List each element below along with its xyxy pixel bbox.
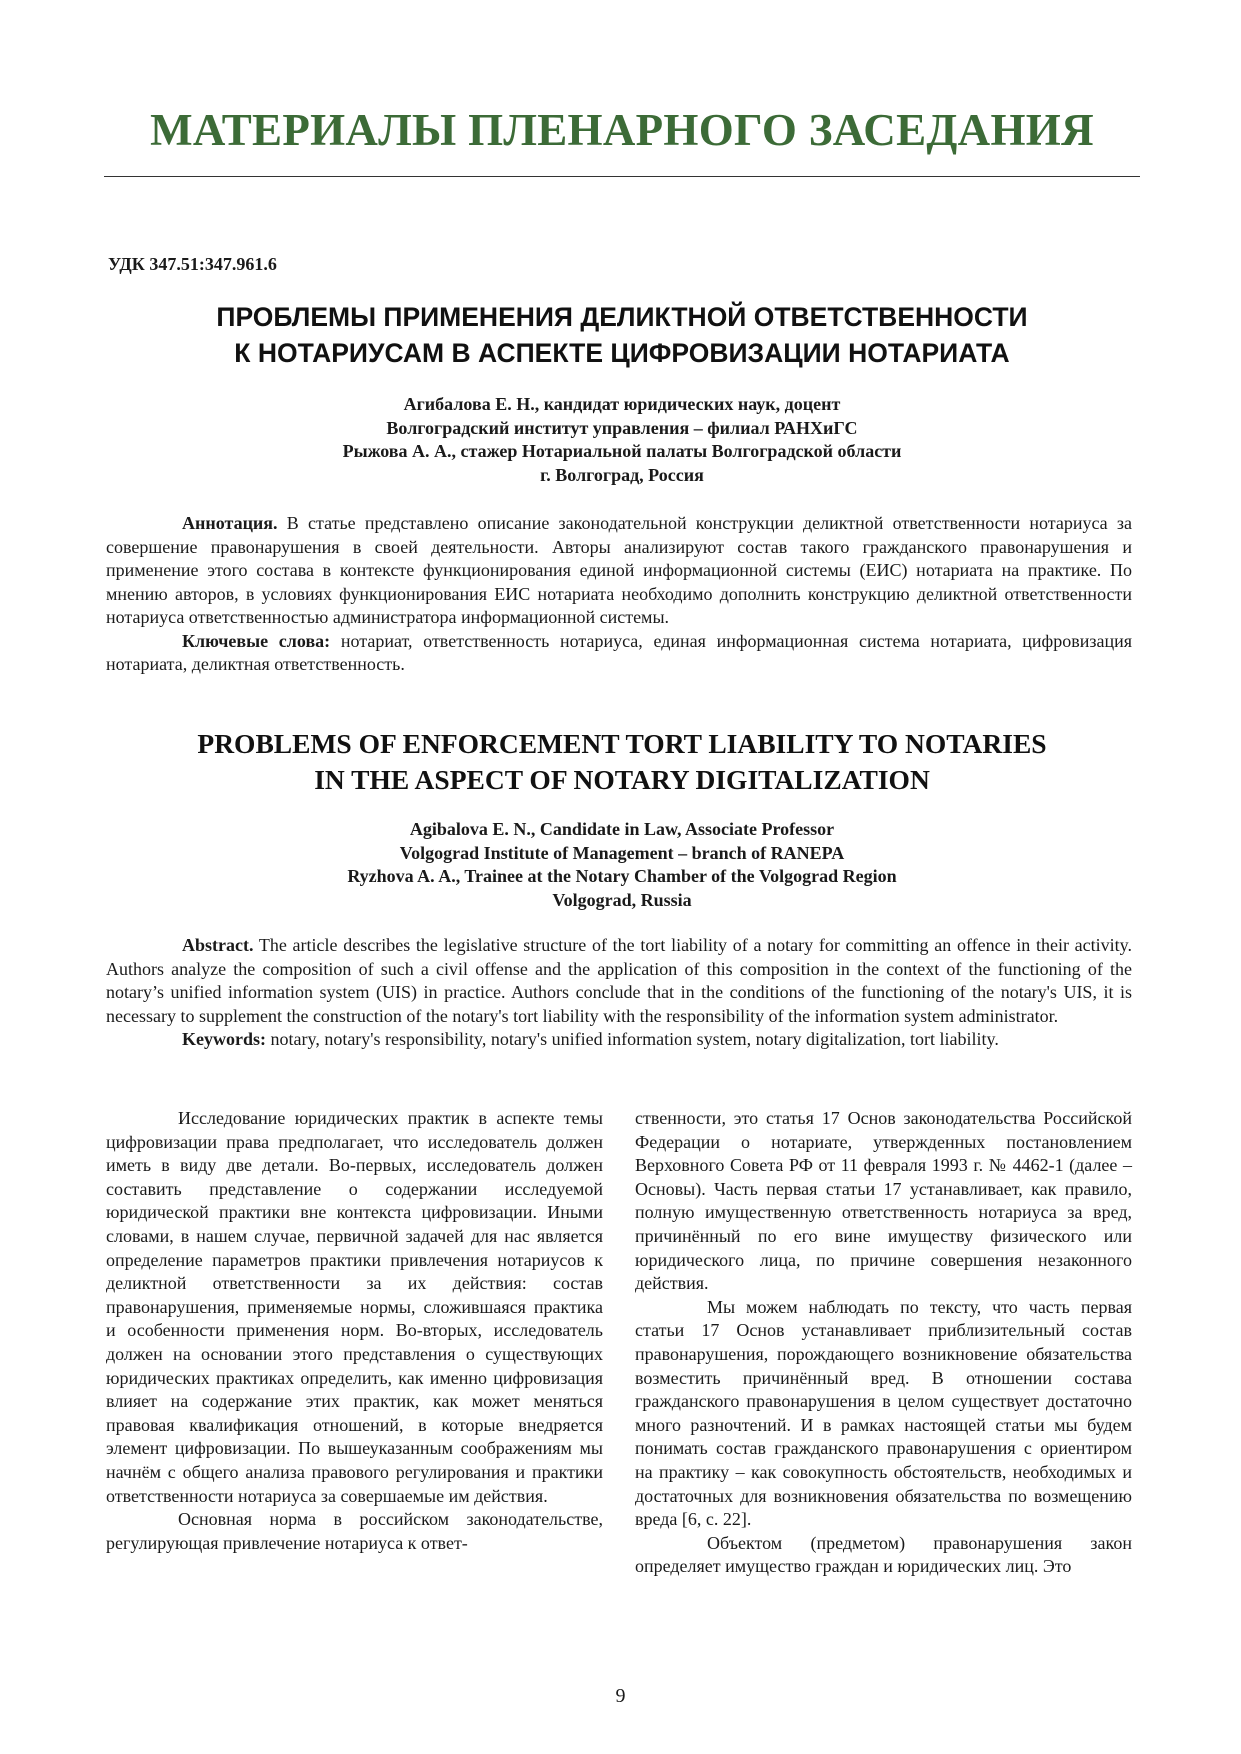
author-en-line: Agibalova E. N., Candidate in Law, Associate Professor (409, 819, 835, 839)
body-paragraph: Мы можем наблюдать по тексту, что часть первая статьи 17 Основ устанавливает приблизительный состав правонарушения, порождающего возникновение обязательства возместить причинённый вред. В отношении состава гражданского правонарушения в целом существует достаточно много разночтений. И в рамках настоящей статьи мы будем понимать состав гражданского правонарушения с ориентиром на практику – как совокупность обстоятельств, необходимых и достаточных для возникновения обязательства по возмещению вреда [6, с. 22]. (635, 1296, 1132, 1530)
article-title-en (104, 726, 1140, 798)
udk-code: УДК 347.51:347.961.6 (108, 254, 277, 274)
author-ru-line: Волгоградский институт управления – филиал РАНХиГС (386, 417, 858, 438)
annotation-text: В статье представлено описание законодательной конструкции деликтной ответственности нотариуса за совершение правонарушения в своей деятельности. Авторы анализируют состав такого гражданского правонарушения и применение этого состава в контексте функционирования единой информационной системы (ЕИС) нотариата на практике. По мнению авторов, в условиях функционирования ЕИС нотариата необходимо дополнить конструкцию деликтной ответственности нотариуса ответственностью администратора информационной системы. (106, 513, 1132, 627)
body-column-left (106, 1107, 603, 1555)
title-ru-line-2: К НОТАРИУСАМ В АСПЕКТЕ ЦИФРОВИЗАЦИИ НОТАРИАТА (234, 338, 1010, 368)
authors-ru (104, 393, 1140, 487)
body-paragraph: Основная норма в российском законодательстве, регулирующая привлечение нотариуса к ответ- (106, 1509, 603, 1553)
annotation-paragraph (106, 512, 1132, 630)
keywords-en-paragraph (106, 1028, 1132, 1052)
author-en-line: Ryzhova A. A., Trainee at the Notary Chamber of the Volgograd Region (347, 866, 897, 886)
annotation-label: Аннотация. (182, 513, 278, 533)
author-ru-line: г. Волгоград, Россия (540, 464, 704, 485)
body-column-right (635, 1107, 1132, 1579)
body-paragraph: Объектом (предметом) правонарушения закон определяет имущество граждан и юридических лиц. Это (635, 1532, 1132, 1577)
abstract-en-label: Abstract. (182, 935, 254, 955)
author-en-line: Volgograd Institute of Management – branch of RANEPA (399, 842, 845, 863)
keywords-ru-paragraph (106, 630, 1132, 677)
keywords-en-text: notary, notary's responsibility, notary's unified information system, notary digitalization, tort liability. (266, 1029, 999, 1049)
keywords-ru-label: Ключевые слова: (182, 630, 331, 651)
keywords-en-label: Keywords: (182, 1029, 266, 1049)
abstract-en-text: The article describes the legislative structure of the tort liability of a notary for committing an offence in their activity. Authors analyze the composition of such a civil offense and the application of this composition in the context of the functioning of the notary’s unified information system (UIS) in practice. Authors conclude that in the conditions of the functioning of the notary's UIS, it is necessary to supplement the construction of the notary's tort liability with the responsibility of the information system administrator. (106, 935, 1132, 1026)
body-paragraph: Исследование юридических практик в аспекте темы цифровизации права предполагает, что исследователь должен иметь в виду две детали. Во-первых, исследователь должен составить представление о содержании исследуемой юридической практики вне контекста цифровизации. Иными словами, в нашем случае, первичной задачей для нас является определение параметров практики привлечения нотариусов к деликтной ответственности за их действия: состав правонарушения, применяемые нормы, сложившаяся практика и особенности применения норм. Во-вторых, исследователь должен на основании этого представления о существующих юридических практиках определить, как именно цифровизация влияет на содержание этих практик, как может меняться правовая квалификация отношений, в которые внедряется элемент цифровизации. По вышеуказанным соображениям мы начнём с общего анализа правового регулирования и практики ответственности нотариуса за совершаемые им действия. (106, 1108, 603, 1506)
title-en-line-2: IN THE ASPECT OF NOTARY DIGITALIZATION (314, 764, 930, 795)
author-en-line: Volgograd, Russia (552, 889, 692, 910)
article-title-ru (104, 299, 1140, 371)
title-ru-line-1: ПРОБЛЕМЫ ПРИМЕНЕНИЯ ДЕЛИКТНОЙ ОТВЕТСТВЕННОСТИ (216, 302, 1028, 332)
keywords-ru-text: нотариат, ответственность нотариуса, единая информационная система нотариата, цифровизация нотариата, деликтная ответственность. (106, 630, 1133, 674)
author-ru-line: Агибалова Е. Н., кандидат юридических наук, доцент (403, 394, 841, 414)
body-paragraph: ственности, это статья 17 Основ законодательства Российской Федерации о нотариате, утвержденных постановлением Верховного Совета РФ от 11 февраля 1993 г. № 4462-1 (далее – Основы). Часть первая статьи 17 устанавливает, как правило, полную имущественную ответственность нотариуса за вред, причинённый по его вине имуществу физического или юридического лица, по причине совершения незаконного действия. (635, 1108, 1132, 1294)
abstract-en (106, 934, 1132, 1052)
title-en-line-1: PROBLEMS OF ENFORCEMENT TORT LIABILITY TO NOTARIES (197, 728, 1047, 759)
author-ru-line: Рыжова А. А., стажер Нотариальной палаты Волгоградской области (342, 441, 902, 461)
authors-en (104, 818, 1140, 912)
page-number: 9 (615, 1685, 626, 1707)
section-title: МАТЕРИАЛЫ ПЛЕНАРНОГО ЗАСЕДАНИЯ (150, 105, 1094, 155)
abstract-en-paragraph (106, 934, 1132, 1028)
abstract-ru (106, 512, 1132, 677)
header-divider (104, 176, 1140, 177)
